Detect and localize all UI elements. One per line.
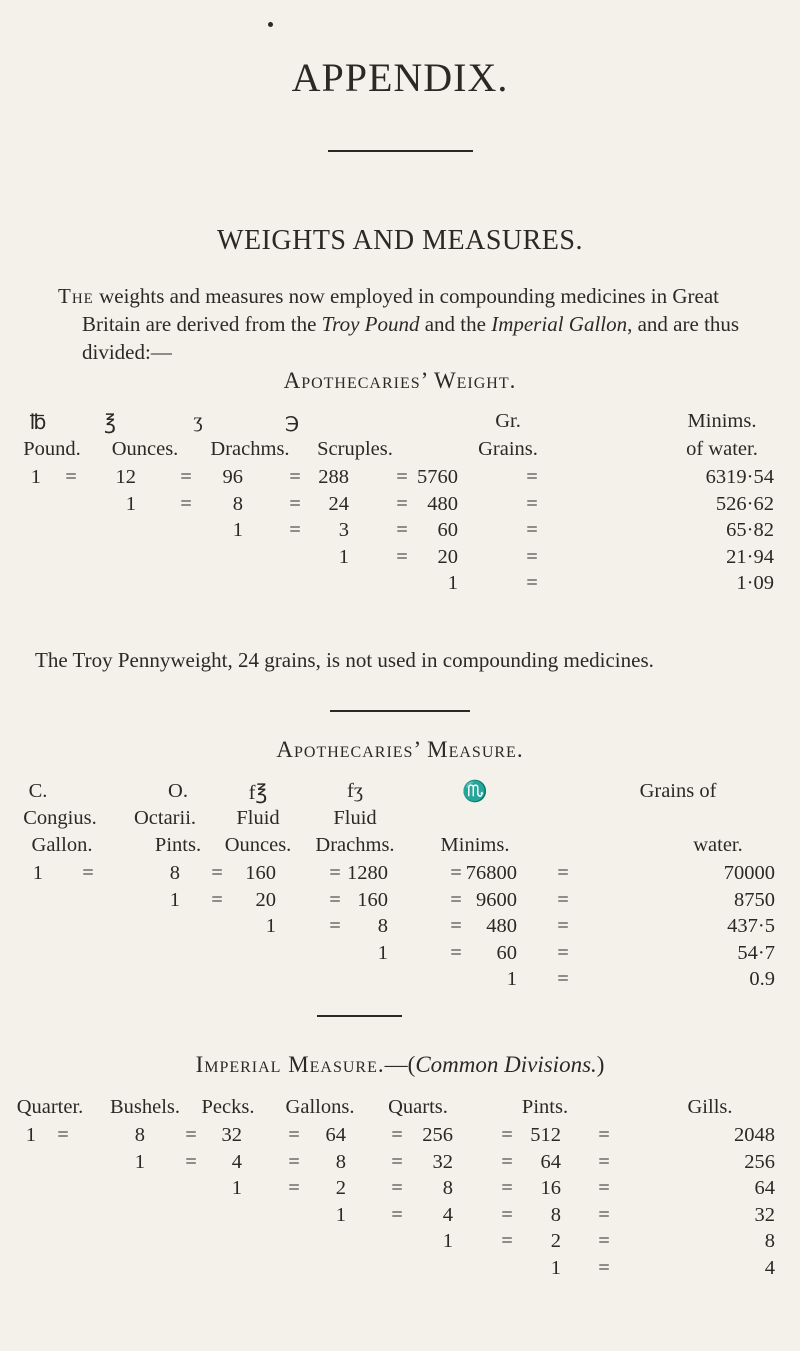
measure-unit-name: Minims. — [440, 834, 510, 856]
equals-sign: = — [598, 1177, 610, 1199]
equals-sign: = — [396, 545, 408, 568]
equals-sign: = — [501, 1150, 513, 1173]
measure-symbol: C. — [28, 780, 48, 802]
equals-sign: = — [557, 862, 569, 884]
equals-sign: = — [501, 1203, 513, 1226]
intro-paragraph — [58, 282, 782, 366]
measure-symbol: O. — [168, 780, 188, 802]
measure-unit-name: Drachms. — [315, 834, 395, 856]
equals-sign: = — [289, 492, 301, 515]
equals-sign: = — [557, 915, 569, 937]
weight-water-label: of water. — [686, 438, 758, 460]
weight-symbol: ℔ — [29, 412, 47, 434]
equals-sign: = — [391, 1177, 403, 1199]
imperial-cell: 64 — [540, 1150, 561, 1173]
weight-heading: Apothecaries’ Weight. — [283, 368, 517, 393]
equals-sign: = — [396, 492, 408, 515]
imperial-cell: 256 — [744, 1150, 775, 1173]
weight-cell: 21·94 — [726, 545, 774, 568]
equals-sign: = — [450, 862, 462, 884]
imperial-heading-sub: Common Divisions. — [415, 1052, 597, 1077]
measure-cell: 9600 — [476, 888, 517, 911]
imperial-cell: 64 — [325, 1124, 346, 1146]
measure-cell: 1 — [265, 915, 276, 937]
measure-cell: 8 — [377, 915, 388, 937]
weight-cell: 1 — [125, 492, 136, 515]
imperial-cell: 2048 — [734, 1124, 775, 1146]
equals-sign: = — [289, 519, 301, 541]
weight-cell: 288 — [318, 466, 349, 488]
measure-cell: 60 — [496, 941, 517, 964]
imperial-cell: 32 — [754, 1203, 775, 1226]
equals-sign: = — [396, 519, 408, 541]
equals-sign: = — [65, 466, 77, 488]
weight-cell: 20 — [437, 545, 458, 568]
equals-sign: = — [557, 888, 569, 911]
measure-unit-name: Pints. — [154, 834, 202, 856]
equals-sign: = — [329, 862, 341, 884]
measure-cell: 54·7 — [737, 941, 775, 964]
measure-cell: 1 — [506, 968, 517, 990]
imperial-cell: 8 — [134, 1124, 145, 1146]
weight-cell: 6319·54 — [705, 466, 774, 488]
imperial-cell: 8 — [442, 1177, 453, 1199]
weight-cell: 526·62 — [715, 492, 774, 515]
imperial-cell: 256 — [422, 1124, 453, 1146]
imperial-cell: 16 — [540, 1177, 561, 1199]
weight-rule — [330, 710, 470, 712]
measure-unit-name: Fluid — [236, 807, 280, 829]
imperial-heading — [0, 1052, 800, 1078]
imperial-column-header: Bushels. — [109, 1096, 181, 1118]
imperial-cell: 1 — [550, 1256, 561, 1279]
measure-unit-name: Gallon. — [31, 834, 93, 856]
imperial-column-header: Pecks. — [201, 1096, 255, 1118]
equals-sign: = — [185, 1124, 197, 1146]
imperial-cell: 8 — [335, 1150, 346, 1173]
equals-sign: = — [185, 1150, 197, 1173]
intro-and: and the — [419, 312, 492, 336]
weight-cell: 1 — [232, 519, 243, 541]
weight-cell: 1 — [447, 572, 458, 594]
equals-sign: = — [526, 572, 538, 594]
imperial-cell: 64 — [754, 1177, 775, 1199]
weight-symbol: ℈ — [284, 412, 300, 434]
weight-cell: 8 — [232, 492, 243, 515]
measure-heading: Apothecaries’ Measure. — [276, 737, 524, 762]
imperial-cell: 1 — [231, 1177, 242, 1199]
imperial-cell: 512 — [530, 1124, 561, 1146]
measure-cell: 0.9 — [749, 968, 775, 990]
imperial-column-header: Gallons. — [285, 1096, 355, 1118]
equals-sign: = — [391, 1150, 403, 1173]
equals-sign: = — [329, 915, 341, 937]
measure-cell: 1 — [32, 862, 43, 884]
imperial-cell: 4 — [442, 1203, 453, 1226]
equals-sign: = — [288, 1124, 300, 1146]
equals-sign: = — [288, 1177, 300, 1199]
imperial-column-header: Pints. — [521, 1096, 569, 1118]
imperial-cell: 32 — [432, 1150, 453, 1173]
weight-minims-label: Minims. — [687, 410, 757, 432]
equals-sign: = — [57, 1124, 69, 1146]
imperial-heading-close: ) — [596, 1052, 605, 1077]
measure-cell: 160 — [245, 862, 276, 884]
measure-short-rule — [317, 1015, 402, 1017]
measure-cell: 480 — [486, 915, 517, 937]
equals-sign: = — [557, 941, 569, 964]
measure-unit-name: Fluid — [333, 807, 377, 829]
title-rule — [328, 150, 473, 152]
equals-sign: = — [211, 862, 223, 884]
measure-cell: 1 — [377, 941, 388, 964]
measure-symbol: ♏ — [462, 781, 488, 803]
imperial-cell: 1 — [25, 1124, 36, 1146]
weight-cell: 3 — [338, 519, 349, 541]
measure-cell: 437·5 — [727, 915, 775, 937]
equals-sign: = — [598, 1203, 610, 1226]
imperial-cell: 4 — [764, 1256, 775, 1279]
weight-cell: 480 — [427, 492, 458, 515]
equals-sign: = — [450, 941, 462, 964]
measure-symbol: Grains of — [639, 780, 717, 802]
equals-sign: = — [211, 888, 223, 911]
imperial-cell: 2 — [335, 1177, 346, 1199]
imperial-cell: 1 — [442, 1230, 453, 1252]
measure-symbol: fʒ — [347, 780, 363, 802]
measure-cell: 20 — [255, 888, 276, 911]
equals-sign: = — [598, 1150, 610, 1173]
weight-cell: 12 — [115, 466, 136, 488]
intro-text-2: , and are thus divided:— — [82, 312, 740, 364]
equals-sign: = — [82, 862, 94, 884]
imperial-column-header: Quarts. — [388, 1096, 448, 1118]
equals-sign: = — [598, 1230, 610, 1252]
equals-sign: = — [526, 466, 538, 488]
weight-unit-name: Pound. — [23, 438, 81, 460]
measure-cell: 76800 — [465, 862, 517, 884]
equals-sign: = — [450, 915, 462, 937]
measure-cell: 8 — [169, 862, 180, 884]
weight-unit-name: Grains. — [478, 438, 538, 460]
equals-sign: = — [180, 492, 192, 515]
equals-sign: = — [501, 1177, 513, 1199]
imperial-heading-main: Imperial Measure. — [195, 1052, 385, 1077]
measure-symbol: f℥ — [248, 782, 268, 804]
intro-text-1: weights and measures now employed in compounding medicines in Great Britain are derived from the — [82, 284, 720, 336]
weight-cell: 5760 — [417, 466, 458, 488]
equals-sign: = — [329, 888, 341, 911]
weight-cell: 65·82 — [726, 519, 774, 541]
measure-cell: 160 — [357, 888, 388, 911]
imperial-column-header: Gills. — [687, 1096, 733, 1118]
measure-unit-name: water. — [693, 834, 743, 856]
imperial-cell: 1 — [335, 1203, 346, 1226]
weight-cell: 1·09 — [736, 572, 774, 594]
weight-note: The Troy Pennyweight, 24 grains, is not used in compounding medicines. — [35, 648, 654, 672]
weight-cell: 1 — [30, 466, 41, 488]
measure-cell: 1280 — [347, 862, 388, 884]
equals-sign: = — [396, 466, 408, 488]
weight-gr-label: Gr. — [495, 410, 521, 432]
equals-sign: = — [391, 1203, 403, 1226]
imperial-cell: 8 — [764, 1230, 775, 1252]
weight-unit-name: Drachms. — [210, 438, 290, 460]
imperial-heading-dash: —( — [384, 1052, 416, 1077]
imperial-cell: 32 — [221, 1124, 242, 1146]
equals-sign: = — [288, 1150, 300, 1173]
equals-sign: = — [557, 968, 569, 990]
measure-unit-name: Octarii. — [133, 807, 197, 829]
intro-gallon: Imperial Gallon — [491, 312, 628, 336]
measure-cell: 8750 — [734, 888, 775, 911]
page-title: APPENDIX. — [291, 55, 509, 100]
equals-sign: = — [391, 1124, 403, 1146]
imperial-cell: 2 — [550, 1230, 561, 1252]
equals-sign: = — [526, 545, 538, 568]
measure-unit-name: Congius. — [23, 807, 97, 829]
ink-dot — [268, 22, 273, 27]
equals-sign: = — [289, 466, 301, 488]
weight-cell: 1 — [338, 545, 349, 568]
intro-lead: The — [58, 284, 94, 308]
equals-sign: = — [501, 1124, 513, 1146]
weight-symbol: ℥ — [104, 412, 116, 434]
imperial-cell: 4 — [231, 1150, 242, 1173]
measure-unit-name: Ounces. — [224, 834, 292, 856]
measure-cell: 1 — [169, 888, 180, 911]
weight-cell: 96 — [222, 466, 243, 488]
equals-sign: = — [450, 888, 462, 911]
imperial-cell: 1 — [134, 1150, 145, 1173]
weight-cell: 60 — [437, 519, 458, 541]
equals-sign: = — [180, 466, 192, 488]
imperial-column-header: Quarter. — [16, 1096, 84, 1118]
equals-sign: = — [598, 1124, 610, 1146]
section-title: WEIGHTS AND MEASURES. — [217, 225, 583, 256]
weight-unit-name: Ounces. — [111, 438, 179, 460]
weight-unit-name: Scruples. — [317, 438, 393, 460]
equals-sign: = — [526, 519, 538, 541]
measure-cell: 70000 — [723, 862, 775, 884]
equals-sign: = — [598, 1256, 610, 1279]
equals-sign: = — [526, 492, 538, 515]
imperial-cell: 8 — [550, 1203, 561, 1226]
weight-cell: 24 — [328, 492, 349, 515]
weight-symbol: ʒ — [193, 410, 203, 432]
equals-sign: = — [501, 1230, 513, 1252]
intro-troy: Troy Pound — [321, 312, 420, 336]
